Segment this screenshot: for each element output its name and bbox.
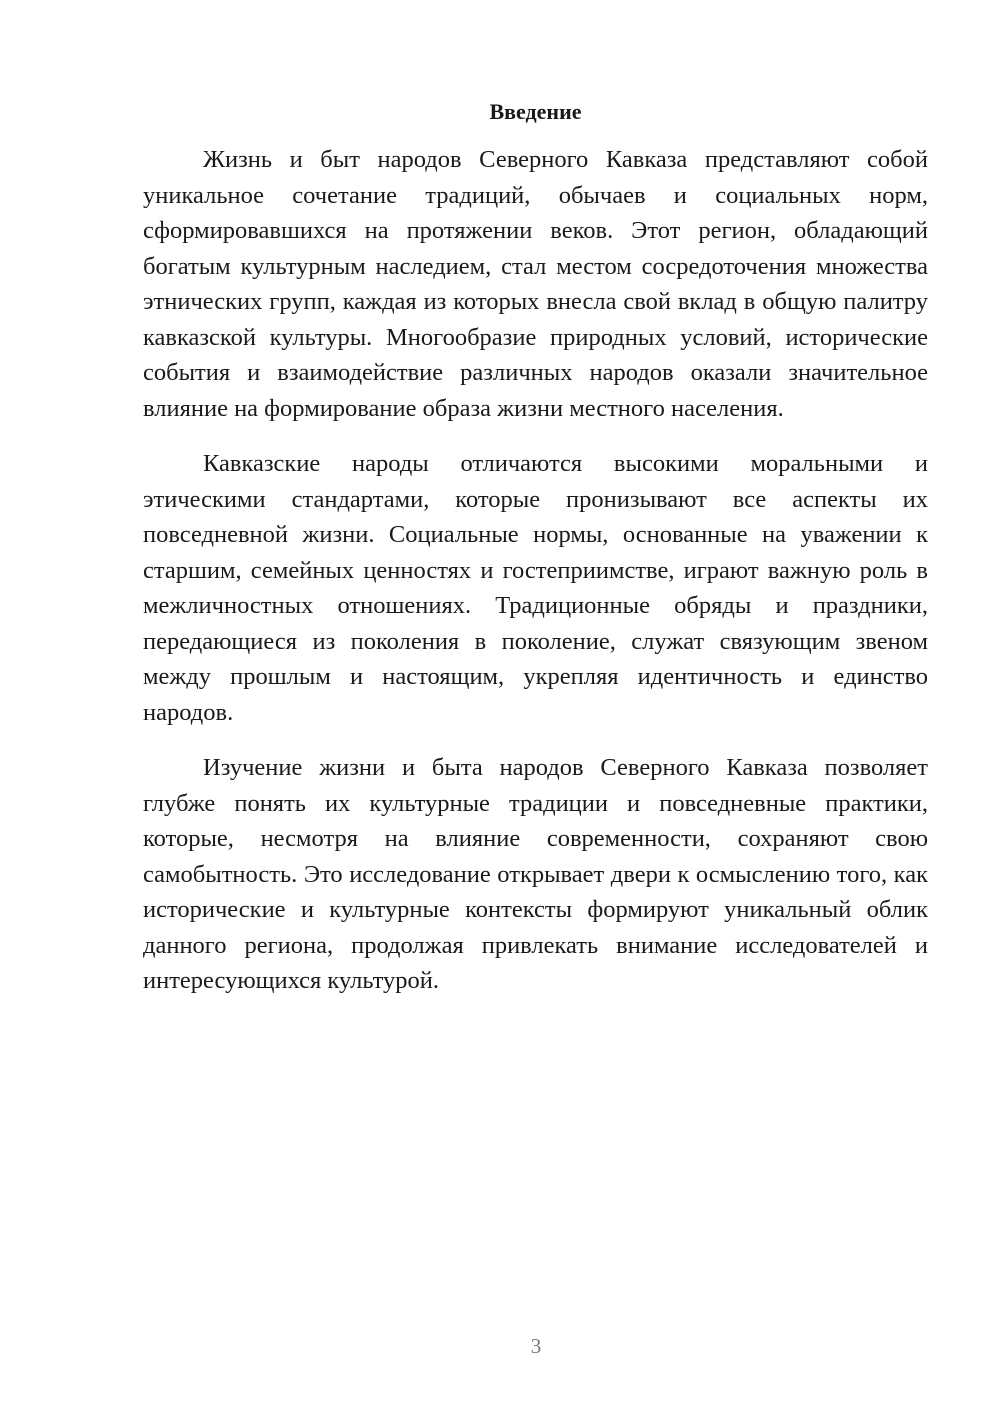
paragraph: Изучение жизни и быта народов Северного Кавказа позволяет глубже понять их культурные традиции и повседневные практики, которые, несмотря на влияние современности, сохраняют свою самобытность. Это исследование открывает двери к осмыслению того, как исторические и культурные контексты формируют уникальный облик данного региона, продолжая привлекать внимание исследователей и интересующихся культурой.	[143, 754, 928, 994]
paragraph: Кавказские народы отличаются высокими моральными и этическими стандартами, которые пронизывают все аспекты их повседневной жизни. Социальные нормы, основанные на уважении к старшим, семейных ценностях и гостеприимстве, играют важную роль в межличностных отношениях. Традиционные обряды и праздники, передающиеся из поколения в поколение, служат связующим звеном между прошлым и настоящим, укрепляя идентичность и единство народов.	[143, 450, 928, 726]
paragraph: Жизнь и быт народов Северного Кавказа представляют собой уникальное сочетание традиций, обычаев и социальных норм, сформировавшихся на протяжении веков. Этот регион, обладающий богатым культурным наследием, стал местом сосредоточения множества этнических групп, каждая из которых внесла свой вклад в общую палитру кавказской культуры. Многообразие природных условий, исторические события и взаимодействие различных народов оказали значительное влияние на формирование образа жизни местного населения.	[143, 146, 928, 422]
page-title: Введение	[489, 99, 582, 124]
page-number: 3	[530, 1334, 542, 1358]
body-text	[143, 142, 928, 1019]
